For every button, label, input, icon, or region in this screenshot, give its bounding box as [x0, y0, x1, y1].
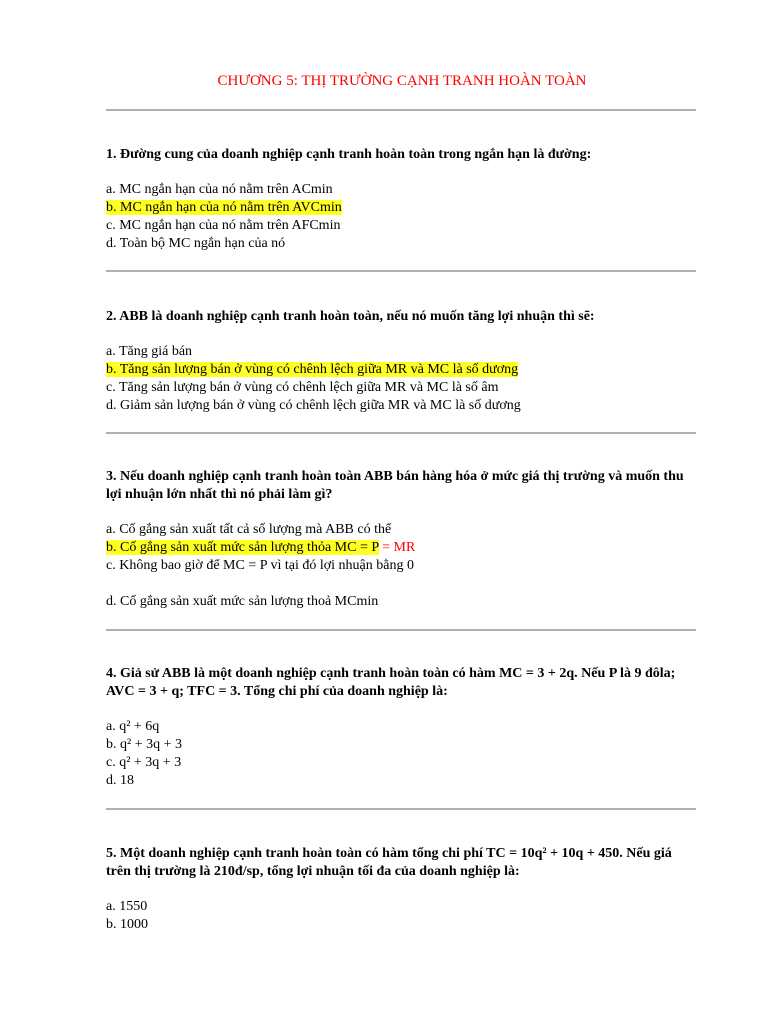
answer-annotation: = MR	[378, 540, 416, 555]
divider	[106, 109, 696, 111]
answer-highlight: b. Cố gắng sản xuất mức sản lượng thỏa MC = P	[106, 540, 379, 555]
answer-highlight: b. MC ngắn hạn của nó nằm trên AVCmin	[106, 200, 342, 215]
question-3	[106, 468, 696, 611]
question-2	[106, 308, 696, 415]
option-d: d. Cố gắng sản xuất mức sản lượng thoả MCmin	[106, 594, 379, 609]
option-d: d. 18	[106, 773, 134, 788]
answer-highlight: b. Tăng sản lượng bán ở vùng có chênh lệch giữa MR và MC là số dương	[106, 362, 519, 377]
question-text: 4. Giả sử ABB là một doanh nghiệp cạnh tranh hoàn toàn có hàm MC = 3 + 2q. Nếu P là 9 đôla; AVC = 3 + q; TFC = 3. Tổng chi phí của doanh nghiệp là:	[106, 666, 676, 699]
option-c: c. Tăng sản lượng bán ở vùng có chênh lệch giữa MR và MC là số âm	[106, 380, 499, 395]
option-a: a. Cố gắng sản xuất tất cả số lượng mà ABB có thể	[106, 522, 392, 537]
option-b-answer	[106, 199, 696, 217]
option-a: a. q² + 6q	[106, 719, 160, 734]
option-b: b. 1000	[106, 917, 148, 932]
question-5	[106, 845, 696, 934]
option-d: d. Giảm sản lượng bán ở vùng có chênh lệch giữa MR và MC là số dương	[106, 398, 521, 413]
question-text: 2. ABB là doanh nghiệp cạnh tranh hoàn toàn, nếu nó muốn tăng lợi nhuận thì sẽ:	[106, 309, 595, 324]
chapter-title: CHƯƠNG 5: THỊ TRƯỜNG CẠNH TRANH HOÀN TOÀN	[217, 73, 587, 89]
option-a: a. Tăng giá bán	[106, 344, 193, 359]
divider	[106, 270, 696, 272]
question-text: 5. Một doanh nghiệp cạnh tranh hoàn toàn có hàm tổng chi phí TC = 10q² + 10q + 450. Nếu giá trên thị trường là 210đ/sp, tổng lợi nhuận tối đa của doanh nghiệp là:	[106, 846, 672, 879]
option-a: a. 1550	[106, 899, 148, 914]
option-b-answer	[106, 361, 696, 379]
option-c: c. q² + 3q + 3	[106, 755, 182, 770]
option-a: a. MC ngắn hạn của nó nằm trên ACmin	[106, 182, 333, 197]
option-b: b. q² + 3q + 3	[106, 737, 182, 752]
option-c: c. Không bao giờ để MC = P vì tại đó lợi nhuận bằng 0	[106, 558, 414, 573]
divider	[106, 629, 696, 631]
question-1	[106, 146, 696, 253]
option-b-answer	[106, 539, 696, 557]
divider	[106, 808, 696, 810]
question-text: 1. Đường cung của doanh nghiệp cạnh tranh hoàn toàn trong ngắn hạn là đường:	[106, 147, 592, 162]
option-d: d. Toàn bộ MC ngắn hạn của nó	[106, 236, 286, 251]
option-c: c. MC ngắn hạn của nó nằm trên AFCmin	[106, 218, 341, 233]
question-4	[106, 665, 696, 790]
question-text: 3. Nếu doanh nghiệp cạnh tranh hoàn toàn ABB bán hàng hóa ở mức giá thị trường và muốn thu lợi nhuận lớn nhất thì nó phải làm gì?	[106, 469, 684, 502]
divider	[106, 432, 696, 434]
